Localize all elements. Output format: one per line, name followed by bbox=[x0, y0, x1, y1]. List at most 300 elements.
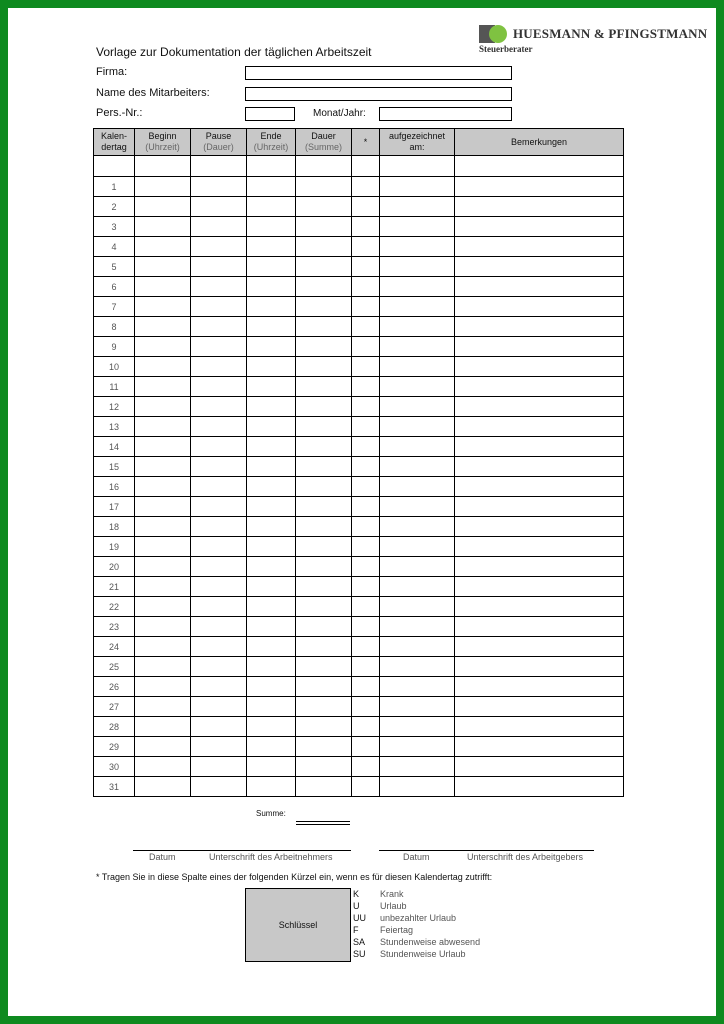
entry-cell[interactable] bbox=[247, 757, 296, 777]
day-cell: 22 bbox=[94, 597, 135, 617]
monat-jahr-label: Monat/Jahr: bbox=[313, 108, 366, 119]
column-header-label: Kalen- dertag bbox=[100, 131, 127, 152]
table-row bbox=[94, 757, 624, 777]
day-cell: 3 bbox=[94, 217, 135, 237]
entry-cell[interactable] bbox=[191, 177, 247, 197]
entry-cell[interactable] bbox=[455, 217, 624, 237]
entry-cell[interactable] bbox=[352, 357, 380, 377]
summe-line bbox=[296, 821, 350, 822]
entry-cell[interactable] bbox=[191, 497, 247, 517]
entry-cell[interactable] bbox=[247, 357, 296, 377]
entry-cell[interactable] bbox=[380, 537, 455, 557]
entry-cell[interactable] bbox=[380, 257, 455, 277]
entry-cell[interactable] bbox=[191, 697, 247, 717]
entry-cell[interactable] bbox=[191, 617, 247, 637]
entry-cell[interactable] bbox=[352, 457, 380, 477]
entry-cell[interactable] bbox=[380, 377, 455, 397]
entry-cell[interactable] bbox=[191, 377, 247, 397]
day-cell: 4 bbox=[94, 237, 135, 257]
entry-cell[interactable] bbox=[455, 657, 624, 677]
entry-cell[interactable] bbox=[247, 177, 296, 197]
entry-cell[interactable] bbox=[135, 437, 191, 457]
entry-cell[interactable] bbox=[352, 217, 380, 237]
entry-cell[interactable] bbox=[296, 777, 352, 797]
entry-cell[interactable] bbox=[135, 417, 191, 437]
entry-cell[interactable] bbox=[247, 577, 296, 597]
entry-cell[interactable] bbox=[455, 417, 624, 437]
entry-cell[interactable] bbox=[352, 657, 380, 677]
logo-mark-icon bbox=[479, 25, 509, 43]
entry-cell[interactable] bbox=[296, 617, 352, 637]
entry-cell[interactable] bbox=[455, 697, 624, 717]
entry-cell[interactable] bbox=[455, 397, 624, 417]
entry-cell[interactable] bbox=[380, 177, 455, 197]
entry-cell[interactable] bbox=[296, 257, 352, 277]
entry-cell[interactable] bbox=[455, 717, 624, 737]
page-title: Vorlage zur Dokumentation der täglichen Arbeitszeit bbox=[96, 45, 372, 59]
entry-cell[interactable] bbox=[352, 697, 380, 717]
entry-cell[interactable] bbox=[247, 397, 296, 417]
entry-cell[interactable] bbox=[247, 377, 296, 397]
signature-line-employer[interactable] bbox=[379, 850, 594, 851]
entry-cell[interactable] bbox=[247, 517, 296, 537]
entry-cell[interactable] bbox=[191, 397, 247, 417]
table-row bbox=[94, 657, 624, 677]
entry-cell[interactable] bbox=[352, 297, 380, 317]
table-body bbox=[94, 156, 624, 797]
entry-cell[interactable] bbox=[296, 517, 352, 537]
entry-cell[interactable] bbox=[455, 757, 624, 777]
entry-cell[interactable] bbox=[247, 657, 296, 677]
entry-cell[interactable] bbox=[247, 156, 296, 177]
day-cell: 18 bbox=[94, 517, 135, 537]
entry-cell[interactable] bbox=[352, 597, 380, 617]
day-cell: 20 bbox=[94, 557, 135, 577]
entry-cell[interactable] bbox=[135, 557, 191, 577]
entry-cell[interactable] bbox=[455, 677, 624, 697]
entry-cell[interactable] bbox=[135, 637, 191, 657]
day-cell: 7 bbox=[94, 297, 135, 317]
entry-cell[interactable] bbox=[352, 637, 380, 657]
day-cell: 23 bbox=[94, 617, 135, 637]
entry-cell[interactable] bbox=[135, 317, 191, 337]
entry-cell[interactable] bbox=[135, 237, 191, 257]
day-cell: 2 bbox=[94, 197, 135, 217]
entry-cell[interactable] bbox=[296, 337, 352, 357]
entry-cell[interactable] bbox=[247, 417, 296, 437]
entry-cell[interactable] bbox=[296, 156, 352, 177]
entry-cell[interactable] bbox=[455, 237, 624, 257]
key-code: U bbox=[353, 901, 360, 911]
column-header bbox=[296, 129, 352, 156]
day-cell: 14 bbox=[94, 437, 135, 457]
entry-cell[interactable] bbox=[296, 597, 352, 617]
table-row bbox=[94, 197, 624, 217]
table-row bbox=[94, 517, 624, 537]
entry-cell[interactable] bbox=[296, 577, 352, 597]
entry-cell[interactable] bbox=[135, 597, 191, 617]
entry-cell[interactable] bbox=[455, 197, 624, 217]
entry-cell[interactable] bbox=[380, 557, 455, 577]
entry-cell[interactable] bbox=[191, 577, 247, 597]
firma-field[interactable] bbox=[245, 66, 512, 80]
entry-cell[interactable] bbox=[247, 497, 296, 517]
entry-cell[interactable] bbox=[352, 337, 380, 357]
entry-cell[interactable] bbox=[352, 397, 380, 417]
entry-cell[interactable] bbox=[352, 537, 380, 557]
entry-cell[interactable] bbox=[455, 297, 624, 317]
entry-cell[interactable] bbox=[247, 337, 296, 357]
entry-cell[interactable] bbox=[296, 197, 352, 217]
entry-cell[interactable] bbox=[191, 417, 247, 437]
entry-cell[interactable] bbox=[296, 557, 352, 577]
entry-cell[interactable] bbox=[247, 297, 296, 317]
table-row bbox=[94, 417, 624, 437]
entry-cell[interactable] bbox=[352, 257, 380, 277]
entry-cell[interactable] bbox=[380, 737, 455, 757]
entry-cell[interactable] bbox=[296, 317, 352, 337]
entry-cell[interactable] bbox=[380, 337, 455, 357]
entry-cell[interactable] bbox=[352, 437, 380, 457]
entry-cell[interactable] bbox=[191, 357, 247, 377]
entry-cell[interactable] bbox=[135, 217, 191, 237]
entry-cell[interactable] bbox=[135, 197, 191, 217]
entry-cell[interactable] bbox=[191, 337, 247, 357]
key-box bbox=[245, 888, 351, 962]
entry-cell[interactable] bbox=[135, 177, 191, 197]
entry-cell[interactable] bbox=[380, 277, 455, 297]
entry-cell[interactable] bbox=[352, 417, 380, 437]
table-row bbox=[94, 317, 624, 337]
entry-cell[interactable] bbox=[380, 297, 455, 317]
entry-cell[interactable] bbox=[380, 497, 455, 517]
entry-cell[interactable] bbox=[380, 517, 455, 537]
day-cell: 21 bbox=[94, 577, 135, 597]
footnote: * Tragen Sie in diese Spalte eines der folgenden Kürzel ein, wenn es für diesen Kalendertag zutrifft: bbox=[96, 872, 493, 882]
entry-cell[interactable] bbox=[380, 617, 455, 637]
entry-cell[interactable] bbox=[247, 537, 296, 557]
table-row bbox=[94, 617, 624, 637]
entry-cell[interactable] bbox=[296, 437, 352, 457]
entry-cell[interactable] bbox=[455, 557, 624, 577]
entry-cell[interactable] bbox=[455, 437, 624, 457]
entry-cell[interactable] bbox=[191, 717, 247, 737]
entry-cell[interactable] bbox=[135, 537, 191, 557]
entry-cell[interactable] bbox=[380, 197, 455, 217]
entry-cell[interactable] bbox=[191, 156, 247, 177]
entry-cell[interactable] bbox=[380, 757, 455, 777]
day-cell: 25 bbox=[94, 657, 135, 677]
table-row bbox=[94, 297, 624, 317]
entry-cell[interactable] bbox=[247, 457, 296, 477]
entry-cell[interactable] bbox=[352, 317, 380, 337]
entry-cell[interactable] bbox=[352, 617, 380, 637]
day-cell: 27 bbox=[94, 697, 135, 717]
entry-cell[interactable] bbox=[455, 537, 624, 557]
entry-cell[interactable] bbox=[296, 357, 352, 377]
column-header-sublabel: (Summe) bbox=[304, 142, 342, 152]
entry-cell[interactable] bbox=[296, 717, 352, 737]
entry-cell[interactable] bbox=[135, 737, 191, 757]
entry-cell[interactable] bbox=[135, 577, 191, 597]
entry-cell[interactable] bbox=[352, 377, 380, 397]
entry-cell[interactable] bbox=[380, 777, 455, 797]
table-row bbox=[94, 557, 624, 577]
entry-cell[interactable] bbox=[380, 577, 455, 597]
entry-cell[interactable] bbox=[455, 177, 624, 197]
entry-cell[interactable] bbox=[247, 237, 296, 257]
entry-cell[interactable] bbox=[455, 737, 624, 757]
column-header bbox=[455, 129, 624, 156]
day-cell: 13 bbox=[94, 417, 135, 437]
table-row bbox=[94, 156, 624, 177]
entry-cell[interactable] bbox=[380, 717, 455, 737]
entry-cell[interactable] bbox=[191, 597, 247, 617]
entry-cell[interactable] bbox=[455, 597, 624, 617]
entry-cell[interactable] bbox=[352, 737, 380, 757]
entry-cell[interactable] bbox=[191, 217, 247, 237]
column-header-label: Beginn bbox=[148, 131, 177, 141]
logo-subtitle: Steuerberater bbox=[479, 44, 533, 54]
entry-cell[interactable] bbox=[296, 477, 352, 497]
day-cell: 8 bbox=[94, 317, 135, 337]
key-code: UU bbox=[353, 913, 366, 923]
entry-cell[interactable] bbox=[380, 457, 455, 477]
signature-label-employer: Unterschrift des Arbeitgebers bbox=[467, 852, 584, 862]
entry-cell[interactable] bbox=[352, 717, 380, 737]
entry-cell[interactable] bbox=[352, 197, 380, 217]
column-header-label: Dauer bbox=[311, 131, 336, 141]
mitarbeiter-field[interactable] bbox=[245, 87, 512, 101]
entry-cell[interactable] bbox=[380, 477, 455, 497]
key-code: F bbox=[353, 925, 359, 935]
table-row bbox=[94, 717, 624, 737]
entry-cell[interactable] bbox=[380, 677, 455, 697]
entry-cell[interactable] bbox=[135, 377, 191, 397]
table-header-row bbox=[94, 129, 624, 156]
table-row bbox=[94, 257, 624, 277]
entry-cell[interactable] bbox=[296, 417, 352, 437]
key-code: SA bbox=[353, 937, 366, 947]
entry-cell[interactable] bbox=[247, 317, 296, 337]
entry-cell[interactable] bbox=[380, 237, 455, 257]
entry-cell[interactable] bbox=[380, 437, 455, 457]
entry-cell[interactable] bbox=[191, 757, 247, 777]
table-row bbox=[94, 497, 624, 517]
entry-cell[interactable] bbox=[296, 657, 352, 677]
entry-cell[interactable] bbox=[380, 657, 455, 677]
entry-cell[interactable] bbox=[352, 497, 380, 517]
entry-cell[interactable] bbox=[135, 757, 191, 777]
monat-jahr-field[interactable] bbox=[379, 107, 512, 121]
entry-cell[interactable] bbox=[296, 377, 352, 397]
logo-name: HUESMANN & PFINGSTMANN bbox=[513, 26, 708, 41]
column-header-label: Ende bbox=[260, 131, 282, 141]
entry-cell[interactable] bbox=[352, 577, 380, 597]
entry-cell[interactable] bbox=[135, 617, 191, 637]
entry-cell[interactable] bbox=[247, 197, 296, 217]
column-header-label: aufgezeichnet am: bbox=[388, 131, 446, 152]
entry-cell[interactable] bbox=[135, 357, 191, 377]
entry-cell[interactable] bbox=[191, 257, 247, 277]
entry-cell[interactable] bbox=[455, 277, 624, 297]
entry-cell[interactable] bbox=[135, 156, 191, 177]
day-cell: 12 bbox=[94, 397, 135, 417]
entry-cell[interactable] bbox=[380, 156, 455, 177]
entry-cell[interactable] bbox=[380, 357, 455, 377]
entry-cell[interactable] bbox=[380, 397, 455, 417]
entry-cell[interactable] bbox=[352, 777, 380, 797]
entry-cell[interactable] bbox=[191, 277, 247, 297]
entry-cell[interactable] bbox=[296, 677, 352, 697]
entry-cell[interactable] bbox=[191, 537, 247, 557]
entry-cell[interactable] bbox=[296, 457, 352, 477]
entry-cell[interactable] bbox=[191, 657, 247, 677]
entry-cell[interactable] bbox=[191, 637, 247, 657]
entry-cell[interactable] bbox=[191, 777, 247, 797]
entry-cell[interactable] bbox=[135, 497, 191, 517]
entry-cell[interactable] bbox=[247, 697, 296, 717]
entry-cell[interactable] bbox=[191, 457, 247, 477]
entry-cell[interactable] bbox=[296, 397, 352, 417]
entry-cell[interactable] bbox=[455, 317, 624, 337]
entry-cell[interactable] bbox=[296, 237, 352, 257]
key-description: Feiertag bbox=[380, 925, 414, 935]
column-header-label: Bemerkungen bbox=[510, 136, 568, 147]
entry-cell[interactable] bbox=[352, 477, 380, 497]
entry-cell[interactable] bbox=[296, 297, 352, 317]
time-table bbox=[93, 128, 624, 797]
entry-cell[interactable] bbox=[135, 657, 191, 677]
entry-cell[interactable] bbox=[352, 677, 380, 697]
entry-cell[interactable] bbox=[380, 417, 455, 437]
entry-cell[interactable] bbox=[455, 777, 624, 797]
entry-cell[interactable] bbox=[296, 757, 352, 777]
key-label: Schlüssel bbox=[278, 920, 318, 930]
entry-cell[interactable] bbox=[455, 357, 624, 377]
entry-cell[interactable] bbox=[296, 737, 352, 757]
entry-cell[interactable] bbox=[380, 317, 455, 337]
entry-cell[interactable] bbox=[191, 737, 247, 757]
entry-cell[interactable] bbox=[296, 177, 352, 197]
entry-cell[interactable] bbox=[135, 457, 191, 477]
entry-cell[interactable] bbox=[352, 277, 380, 297]
entry-cell[interactable] bbox=[247, 597, 296, 617]
entry-cell[interactable] bbox=[380, 697, 455, 717]
column-header bbox=[135, 129, 191, 156]
entry-cell[interactable] bbox=[247, 677, 296, 697]
entry-cell[interactable] bbox=[352, 177, 380, 197]
entry-cell[interactable] bbox=[296, 697, 352, 717]
pers-nr-label: Pers.-Nr.: bbox=[96, 107, 143, 119]
day-cell: 30 bbox=[94, 757, 135, 777]
entry-cell[interactable] bbox=[247, 477, 296, 497]
entry-cell[interactable] bbox=[455, 517, 624, 537]
entry-cell[interactable] bbox=[296, 217, 352, 237]
column-header-sublabel: (Dauer) bbox=[203, 142, 234, 152]
entry-cell[interactable] bbox=[135, 277, 191, 297]
entry-cell[interactable] bbox=[296, 637, 352, 657]
table-row bbox=[94, 697, 624, 717]
key-description: Urlaub bbox=[380, 901, 407, 911]
entry-cell[interactable] bbox=[135, 717, 191, 737]
entry-cell[interactable] bbox=[247, 637, 296, 657]
day-cell bbox=[94, 156, 135, 177]
entry-cell[interactable] bbox=[247, 617, 296, 637]
summe-label: Summe: bbox=[256, 809, 286, 818]
entry-cell[interactable] bbox=[135, 297, 191, 317]
entry-cell[interactable] bbox=[455, 337, 624, 357]
entry-cell[interactable] bbox=[135, 257, 191, 277]
column-header bbox=[247, 129, 296, 156]
entry-cell[interactable] bbox=[247, 717, 296, 737]
entry-cell[interactable] bbox=[191, 297, 247, 317]
entry-cell[interactable] bbox=[352, 237, 380, 257]
entry-cell[interactable] bbox=[135, 677, 191, 697]
entry-cell[interactable] bbox=[296, 537, 352, 557]
entry-cell[interactable] bbox=[191, 477, 247, 497]
entry-cell[interactable] bbox=[191, 557, 247, 577]
entry-cell[interactable] bbox=[191, 517, 247, 537]
entry-cell[interactable] bbox=[247, 217, 296, 237]
pers-nr-field[interactable] bbox=[245, 107, 295, 121]
entry-cell[interactable] bbox=[191, 317, 247, 337]
entry-cell[interactable] bbox=[191, 197, 247, 217]
entry-cell[interactable] bbox=[135, 397, 191, 417]
entry-cell[interactable] bbox=[247, 437, 296, 457]
table-row bbox=[94, 277, 624, 297]
entry-cell[interactable] bbox=[455, 257, 624, 277]
entry-cell[interactable] bbox=[247, 777, 296, 797]
entry-cell[interactable] bbox=[455, 497, 624, 517]
entry-cell[interactable] bbox=[135, 517, 191, 537]
day-cell: 19 bbox=[94, 537, 135, 557]
entry-cell[interactable] bbox=[191, 237, 247, 257]
entry-cell[interactable] bbox=[380, 637, 455, 657]
entry-cell[interactable] bbox=[247, 557, 296, 577]
entry-cell[interactable] bbox=[135, 337, 191, 357]
entry-cell[interactable] bbox=[352, 156, 380, 177]
firma-label: Firma: bbox=[96, 66, 128, 78]
entry-cell[interactable] bbox=[296, 497, 352, 517]
entry-cell[interactable] bbox=[296, 277, 352, 297]
table-row bbox=[94, 777, 624, 797]
entry-cell[interactable] bbox=[455, 156, 624, 177]
signature-line-employee[interactable] bbox=[133, 850, 351, 851]
entry-cell[interactable] bbox=[247, 277, 296, 297]
entry-cell[interactable] bbox=[455, 617, 624, 637]
entry-cell[interactable] bbox=[455, 377, 624, 397]
entry-cell[interactable] bbox=[455, 577, 624, 597]
day-cell: 9 bbox=[94, 337, 135, 357]
entry-cell[interactable] bbox=[247, 257, 296, 277]
entry-cell[interactable] bbox=[247, 737, 296, 757]
entry-cell[interactable] bbox=[380, 597, 455, 617]
entry-cell[interactable] bbox=[352, 757, 380, 777]
entry-cell[interactable] bbox=[135, 697, 191, 717]
entry-cell[interactable] bbox=[352, 517, 380, 537]
entry-cell[interactable] bbox=[380, 217, 455, 237]
entry-cell[interactable] bbox=[455, 457, 624, 477]
entry-cell[interactable] bbox=[135, 477, 191, 497]
entry-cell[interactable] bbox=[352, 557, 380, 577]
entry-cell[interactable] bbox=[191, 677, 247, 697]
entry-cell[interactable] bbox=[135, 777, 191, 797]
entry-cell[interactable] bbox=[191, 437, 247, 457]
entry-cell[interactable] bbox=[455, 637, 624, 657]
entry-cell[interactable] bbox=[455, 477, 624, 497]
table-row bbox=[94, 737, 624, 757]
